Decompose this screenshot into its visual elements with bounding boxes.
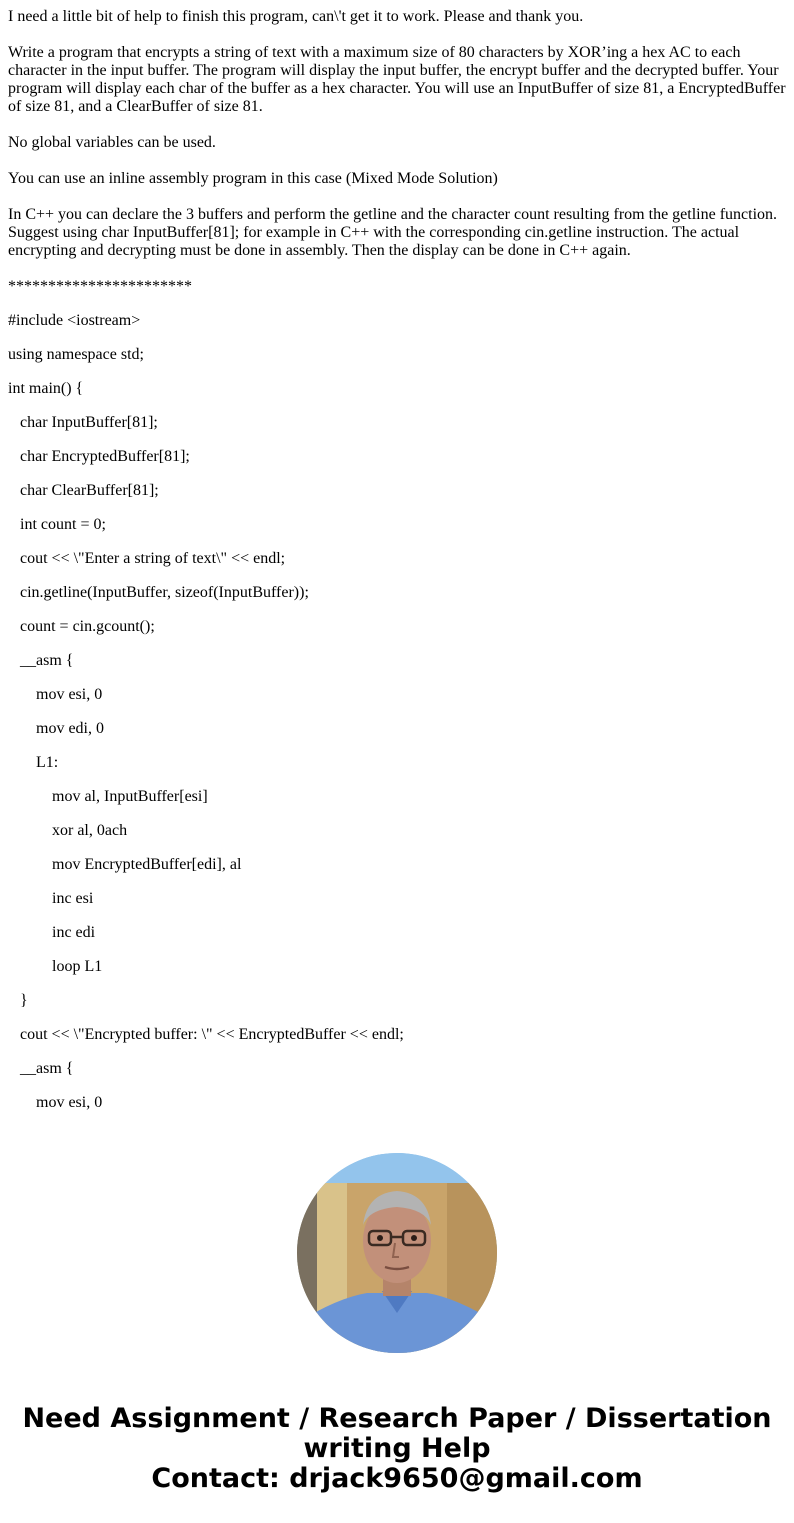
intro-text: I need a little bit of help to finish this program, can\'t get it to work. Please and thank you. <box>8 8 584 25</box>
code-line: using namespace std; <box>8 346 144 363</box>
code-line: char ClearBuffer[81]; <box>8 482 159 499</box>
code-line: inc edi <box>8 924 96 941</box>
suggestion-text: In C++ you can declare the 3 buffers and perform the getline and the character count resulting from the getline function. Suggest using char InputBuffer[81]; for example in C++ with the corresponding cin.getline instruction. The actual encrypting and decrypting must be done in assembly. Then the display can be done in C++ again. <box>8 206 778 259</box>
avatar <box>297 1153 497 1353</box>
code-line: mov esi, 0 <box>8 686 103 703</box>
code-line: mov al, InputBuffer[esi] <box>8 788 208 805</box>
code-line: } <box>8 992 28 1009</box>
separator: *********************** <box>8 278 192 295</box>
code-line: count = cin.gcount(); <box>8 618 155 635</box>
code-line: mov edi, 0 <box>8 720 104 737</box>
code-line: #include <iostream> <box>8 312 141 329</box>
code-line: cout << \"Enter a string of text\" << endl; <box>8 550 286 567</box>
cta-line-1: Need Assignment / Research Paper / Dissertation <box>22 1403 772 1434</box>
code-line: char EncryptedBuffer[81]; <box>8 448 190 465</box>
document-body <box>8 8 790 1128</box>
cta-line-2: writing Help <box>303 1433 491 1464</box>
code-line: cin.getline(InputBuffer, sizeof(InputBuffer)); <box>8 584 309 601</box>
cta-contact-email: Contact: drjack9650@gmail.com <box>151 1463 643 1494</box>
code-line: __asm { <box>8 1060 74 1077</box>
code-line: mov esi, 0 <box>8 1094 103 1111</box>
code-line: int count = 0; <box>8 516 106 533</box>
no-globals-text: No global variables can be used. <box>8 134 216 151</box>
person-portrait-icon <box>297 1153 497 1353</box>
code-line: mov EncryptedBuffer[edi], al <box>8 856 242 873</box>
code-line: cout << \"Encrypted buffer: \" << EncryptedBuffer << endl; <box>8 1026 404 1043</box>
code-line: __asm { <box>8 652 74 669</box>
inline-asm-text: You can use an inline assembly program in this case (Mixed Mode Solution) <box>8 170 498 187</box>
contact-banner <box>0 1404 794 1494</box>
code-line: int main() { <box>8 380 84 397</box>
code-line: loop L1 <box>8 958 103 975</box>
assignment-text: Write a program that encrypts a string of text with a maximum size of 80 characters by XOR’ing a hex AC to each character in the input buffer. The program will display the input buffer, the encrypt buffer and the decrypted buffer. Your program will display each char of the buffer as a hex character. You will use an InputBuffer of size 81, a EncryptedBuffer of size 81, and a ClearBuffer of size 81. <box>8 44 786 115</box>
code-line: inc esi <box>8 890 94 907</box>
code-listing <box>8 312 790 1112</box>
code-line: xor al, 0ach <box>8 822 128 839</box>
code-line: char InputBuffer[81]; <box>8 414 158 431</box>
code-line: L1: <box>8 754 59 771</box>
